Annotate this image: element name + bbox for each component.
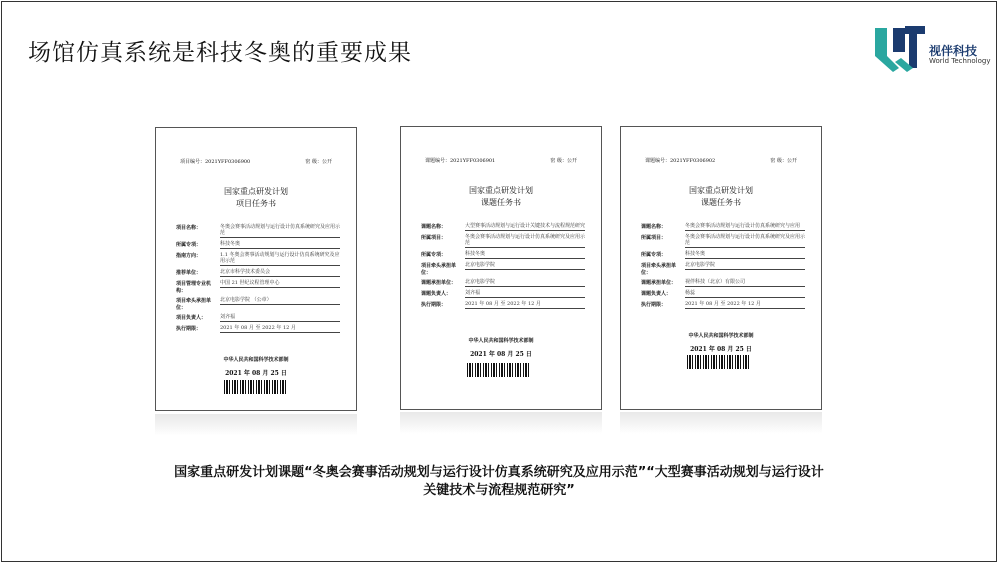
field-label: 推荐单位： xyxy=(176,270,202,276)
doc-reflection xyxy=(400,412,602,434)
doc-number: 课题编号：2021YFF0306901 xyxy=(425,158,496,164)
field-value: 2021 年 08 月 至 2022 年 12 月 xyxy=(220,325,340,333)
doc-fields xyxy=(176,224,340,336)
field-label: 执行期限： xyxy=(641,302,667,308)
logo-subtitle: World Technology xyxy=(929,57,991,65)
doc-issuer: 中华人民共和国科学技术部制 xyxy=(688,333,754,339)
field-value: 北京市科学技术委员会 xyxy=(220,269,340,277)
field-label: 所属专项： xyxy=(421,252,447,258)
doc-subtitle: 项目任务书 xyxy=(236,199,276,208)
field-label: 执行期限： xyxy=(421,302,447,308)
doc-subtitle: 课题任务书 xyxy=(481,198,521,207)
doc-number: 课题编号：2021YFF0306902 xyxy=(645,158,716,164)
field-value: 科技冬奥 xyxy=(685,251,805,259)
doc-issuer: 中华人民共和国科学技术部制 xyxy=(468,338,534,344)
subject-task-document-1 xyxy=(400,126,602,410)
doc-issuer: 中华人民共和国科学技术部制 xyxy=(223,357,289,363)
field-value: 科技冬奥 xyxy=(220,241,340,249)
field-label: 所属专项： xyxy=(176,242,202,248)
project-task-document xyxy=(155,127,357,411)
field-value: 冬奥会赛事活动规划与运行设计仿真系统研究及应用示范 xyxy=(220,224,341,236)
field-label: 项目牵头承担单位： xyxy=(176,298,212,311)
doc-date: 2021 年 08 月 25 日 xyxy=(225,370,287,377)
doc-subtitle: 课题任务书 xyxy=(701,198,741,207)
barcode-icon xyxy=(224,380,288,394)
barcode-icon xyxy=(687,355,751,369)
field-value: 刘齐福 xyxy=(220,314,340,322)
field-value: 科技冬奥 xyxy=(465,251,585,259)
field-value: 2021 年 08 月 至 2022 年 12 月 xyxy=(685,301,805,309)
field-value: 刘齐福 xyxy=(465,290,585,298)
field-value: 冬奥会赛事活动规划与运行设计仿真系统研究及应用示范 xyxy=(465,234,586,246)
doc-number: 项目编号：2021YFF0306900 xyxy=(180,159,251,165)
caption-line-1: 国家重点研发计划课题“冬奥会赛事活动规划与运行设计仿真系统研究及应用示范”“大型赛事活动规划与运行设计 xyxy=(174,465,824,480)
doc-title: 国家重点研发计划 xyxy=(224,187,288,196)
field-label: 课题负责人： xyxy=(421,291,452,297)
field-label: 课题负责人： xyxy=(641,291,672,297)
doc-title: 国家重点研发计划 xyxy=(469,186,533,195)
doc-reflection xyxy=(620,412,822,434)
field-label: 所属项目： xyxy=(421,235,447,241)
field-label: 所属项目： xyxy=(641,235,667,241)
field-label: 执行期限： xyxy=(176,326,202,332)
barcode-icon xyxy=(467,363,531,377)
field-value: 北京电影学院 xyxy=(685,262,805,270)
field-label: 课题承担单位： xyxy=(641,280,677,286)
field-value: 北京电影学院 xyxy=(465,279,585,287)
doc-fields xyxy=(421,223,585,312)
doc-date: 2021 年 08 月 25 日 xyxy=(470,351,532,358)
field-value: 冬奥会赛事活动规划与运行设计仿真系统研究及应用示范 xyxy=(685,234,806,246)
field-value: 1.1 冬奥会赛事活动规划与运行设计仿真系统研究及应用示范 xyxy=(220,252,340,264)
doc-reflection xyxy=(155,414,357,436)
doc-secrecy: 密 级：公开 xyxy=(550,158,577,164)
field-label: 项目名称： xyxy=(176,225,202,231)
subject-task-document-2 xyxy=(620,126,822,410)
field-label: 课题承担单位： xyxy=(421,280,457,286)
field-label: 项目牵头承担单位： xyxy=(641,263,677,276)
doc-fields xyxy=(641,223,805,312)
doc-date: 2021 年 08 月 25 日 xyxy=(690,346,752,353)
field-value: 2021 年 08 月 至 2022 年 12 月 xyxy=(465,301,585,309)
field-value: 杨蕊 xyxy=(685,290,805,298)
field-label: 指南方向： xyxy=(176,253,202,259)
logo-name: 视伴科技 xyxy=(929,44,978,58)
caption xyxy=(42,464,956,500)
slide-title: 场馆仿真系统是科技冬奥的重要成果 xyxy=(28,40,412,66)
slide xyxy=(1,1,997,562)
doc-secrecy: 密 级：公开 xyxy=(770,158,797,164)
field-value: 视伴科技（北京）有限公司 xyxy=(685,279,805,287)
doc-title: 国家重点研发计划 xyxy=(689,186,753,195)
caption-line-2: 关键技术与流程规范研究” xyxy=(423,483,575,498)
field-label: 项目牵头承担单位： xyxy=(421,263,457,276)
field-value: 北京电影学院 （公章） xyxy=(220,297,340,305)
field-value: 北京电影学院 xyxy=(465,262,585,270)
field-label: 课题名称： xyxy=(641,224,667,230)
field-value: 冬奥会赛事活动规划与运行设计仿真系统研究与应用 xyxy=(685,223,805,231)
field-label: 课题名称： xyxy=(421,224,447,230)
field-value: 大型赛事活动规划与运行设计关键技术与流程规范研究 xyxy=(465,223,586,229)
field-label: 所属专项： xyxy=(641,252,667,258)
doc-secrecy: 密 级：公开 xyxy=(305,159,332,165)
field-label: 项目负责人： xyxy=(176,315,207,321)
field-label: 项目管理专业机构： xyxy=(176,281,212,294)
field-value: 中国 21 世纪议程管理中心 xyxy=(220,280,340,288)
